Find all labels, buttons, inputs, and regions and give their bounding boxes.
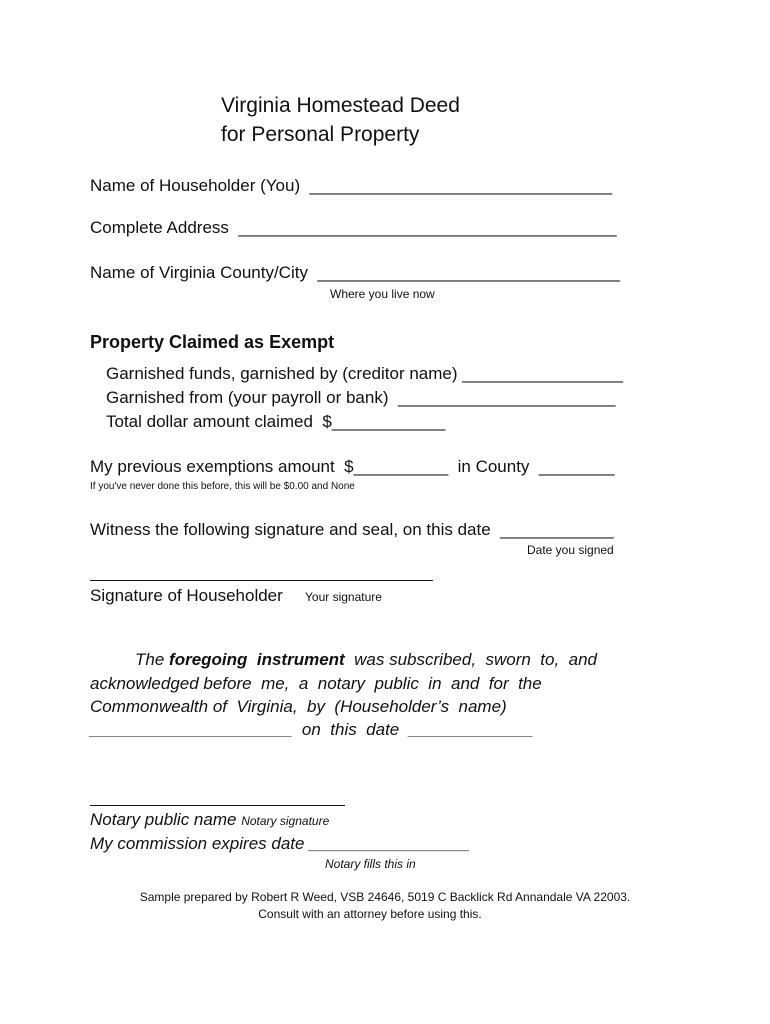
notary-paragraph-line-4: __________________________ on this date ________________	[90, 720, 534, 739]
signature-hint: Your signature	[305, 590, 382, 604]
notary-date-blank: ________________	[408, 722, 534, 738]
commission-expires-field: My commission expires date _________________	[90, 834, 470, 853]
notary-name-blank: __________________________	[90, 722, 293, 738]
notary-paragraph-line-1: The foregoing instrument was subscribed, sworn to, and	[135, 650, 597, 669]
householder-name-field: Name of Householder (You) ________________________________	[90, 176, 613, 195]
garnished-from-field: Garnished from (your payroll or bank) _______________________	[106, 388, 616, 407]
county-hint: Where you live now	[330, 287, 435, 301]
previous-exemptions-field: My previous exemptions amount $__________ in County ________	[90, 457, 615, 476]
notary-public-name-label: Notary public name Notary signature	[90, 810, 330, 829]
title-line-1: Virginia Homestead Deed	[221, 94, 460, 117]
notary-fills-hint: Notary fills this in	[325, 857, 416, 871]
notary-signature-line	[90, 805, 345, 806]
householder-signature-line	[90, 580, 433, 581]
footer-line-2: Consult with an attorney before using this.	[258, 907, 482, 921]
property-heading: Property Claimed as Exempt	[90, 332, 335, 352]
notary-bold-phrase: foregoing instrument	[169, 650, 345, 669]
complete-address-field: Complete Address ________________________________________	[90, 218, 617, 237]
notary-paragraph-line-2: acknowledged before me, a notary public in and for the	[90, 674, 542, 693]
witness-date-field: Witness the following signature and seal, on this date ____________	[90, 520, 614, 539]
garnished-funds-field: Garnished funds, garnished by (creditor name) _________________	[106, 364, 623, 383]
county-city-field: Name of Virginia County/City ________________________________	[90, 263, 620, 282]
notary-signature-hint: Notary signature	[241, 814, 330, 828]
footer-line-1: Sample prepared by Robert R Weed, VSB 24646, 5019 C Backlick Rd Annandale VA 22003.	[139, 890, 631, 904]
witness-date-hint: Date you signed	[527, 543, 614, 557]
notary-paragraph-line-3: Commonwealth of Virginia, by (Householder’s name)	[90, 697, 507, 716]
previous-exemptions-hint: If you've never done this before, this will be $0.00 and None	[90, 481, 355, 492]
title-line-2: for Personal Property	[221, 123, 420, 146]
total-amount-field: Total dollar amount claimed $____________	[106, 412, 446, 431]
signature-label: Signature of Householder	[90, 586, 283, 605]
